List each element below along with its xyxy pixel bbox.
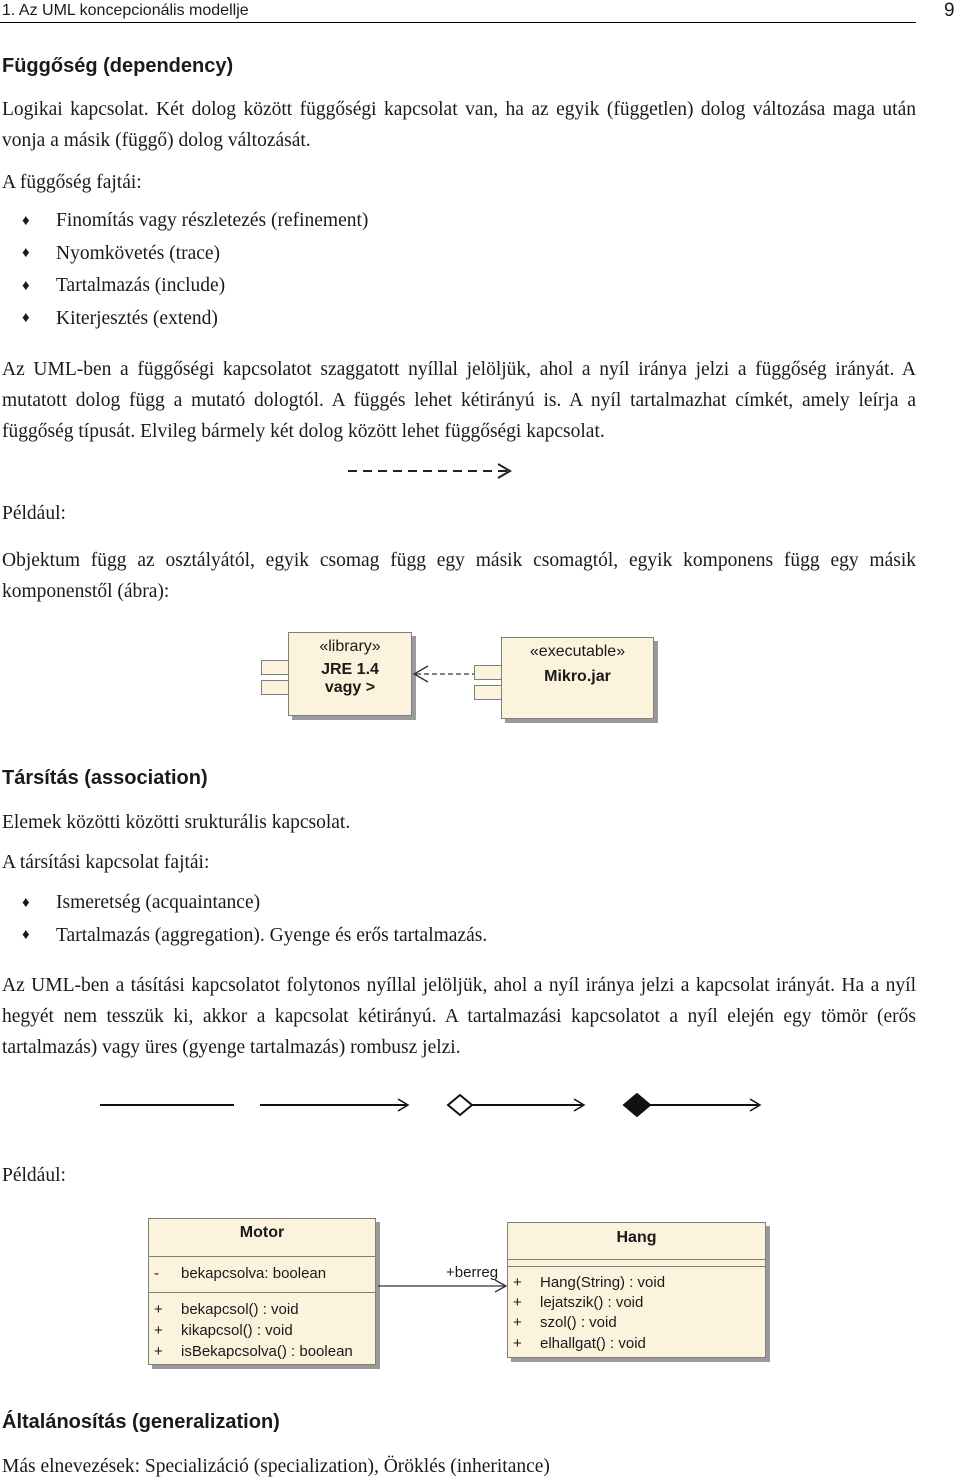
heading-generalization: Általánosítás (generalization) (2, 1411, 280, 1433)
association-types-list (22, 887, 487, 952)
dependency-notation-paragraph: Az UML-ben a függőségi kapcsolatot szaggatott nyíllal jelöljük, ahol a nyíl iránya jelzi a függőség irányát. A mutatott dolog függ a mutató dologtól. A függés lehet kétirányú is. A nyíl tartalmazhat címkét, amely leírja a függőség típusát. Elvileg bármely két dolog között lehet függőségi kapcsolat. (2, 359, 916, 442)
dependency-types-list (22, 205, 368, 335)
class-operation: + bekapcsol() : void (154, 1301, 299, 1318)
component-tab-icon (474, 665, 502, 680)
class-operation: + Hang(String) : void (513, 1274, 666, 1291)
dependency-types-intro: A függőség fajtái: (2, 172, 142, 193)
class-name: Hang (616, 1229, 657, 1246)
component-stereotype: «library» (319, 638, 381, 655)
heading-dependency: Függőség (dependency) (2, 55, 234, 77)
association-types-intro: A társítási kapcsolat fajtái: (2, 852, 210, 873)
directed-arrow-icon (260, 1099, 408, 1111)
list-item: ♦ Nyomkövetés (trace) (22, 242, 221, 264)
diamond-bullet-icon: ♦ (22, 894, 30, 911)
heading-association: Társítás (association) (2, 767, 208, 789)
list-item: ♦ Kiterjesztés (extend) (22, 307, 218, 329)
component-dependency-arrow-icon (410, 662, 478, 686)
association-notation-samples (96, 1090, 776, 1120)
component-name: JRE 1.4 (321, 661, 379, 678)
class-divider (508, 1266, 765, 1267)
class-name: Motor (239, 1224, 285, 1241)
list-item: ♦ Ismeretség (acquaintance) (22, 892, 261, 914)
diamond-bullet-icon: ♦ (22, 212, 30, 229)
association-notation-paragraph: Az UML-ben a tásítási kapcsolatot folytonos nyíllal jelöljük, ahol a nyíl iránya jelzi a kapcsolat irányát. Ha a nyíl hegyét nem tesszük ki, akkor a kapcsolat kétirányú. A tartalmazási kapcsolatot a nyíl elején egy tömör (erős tartalmazás) vagy üres (gyenge tartalmazás) rombusz jelzi. (2, 975, 916, 1058)
dependency-definition: Logikai kapcsolat. Két dolog között függőségi kapcsolat van, ha az egyik (független) dolog változása maga után vonja a másik (függő) dolog változását. (2, 99, 916, 151)
list-item: ♦ Finomítás vagy részletezés (refinement) (22, 210, 369, 232)
running-header-title: 1. Az UML koncepcionális modellje (2, 2, 249, 19)
class-operation: + elhallgat() : void (513, 1335, 646, 1352)
diamond-bullet-icon: ♦ (22, 277, 30, 294)
class-hang (507, 1222, 766, 1358)
class-divider (149, 1256, 375, 1257)
component-tab-icon (474, 685, 502, 700)
class-motor (148, 1218, 376, 1365)
composition-arrow-icon (624, 1094, 760, 1116)
association-definition: Elemek közötti közötti srukturális kapcsolat. (2, 812, 351, 833)
dependency-example-label: Például: (2, 503, 66, 524)
component-jre (288, 632, 412, 716)
class-operation: + szol() : void (513, 1314, 617, 1331)
component-name-continued: vagy > (324, 679, 376, 696)
dashed-arrow-icon (340, 460, 520, 484)
generalization-synonyms: Más elnevezések: Specializáció (specialization), Öröklés (inheritance) (2, 1456, 550, 1477)
class-divider (149, 1292, 375, 1293)
page-number: 9 (944, 0, 955, 21)
list-item: ♦ Tartalmazás (aggregation). Gyenge és erős tartalmazás. (22, 924, 488, 946)
association-role-label: +berreg (446, 1264, 499, 1281)
class-attribute: - bekapcsolva: boolean (154, 1265, 327, 1282)
header-rule (0, 22, 916, 23)
component-stereotype: «executable» (529, 643, 626, 660)
dependency-example-paragraph: Objektum függ az osztályától, egyik csomag függ egy másik csomagtól, egyik komponens függ egy másik komponenstől (ábra): (2, 550, 916, 602)
aggregation-arrow-icon (448, 1095, 584, 1115)
component-tab-icon (261, 680, 289, 695)
diamond-bullet-icon: ♦ (22, 310, 30, 327)
diamond-bullet-icon: ♦ (22, 927, 30, 944)
class-operation: + kikapcsol() : void (154, 1322, 293, 1339)
component-tab-icon (261, 660, 289, 675)
association-example-label: Például: (2, 1165, 66, 1186)
class-operation: + isBekapcsolva() : boolean (154, 1343, 353, 1360)
diamond-bullet-icon: ♦ (22, 245, 30, 262)
component-name: Mikro.jar (544, 668, 611, 685)
class-operation: + lejatszik() : void (513, 1294, 644, 1311)
class-divider (508, 1259, 765, 1260)
list-item: ♦ Tartalmazás (include) (22, 275, 226, 297)
association-arrow-icon (376, 1276, 510, 1296)
component-mikro (501, 637, 654, 719)
